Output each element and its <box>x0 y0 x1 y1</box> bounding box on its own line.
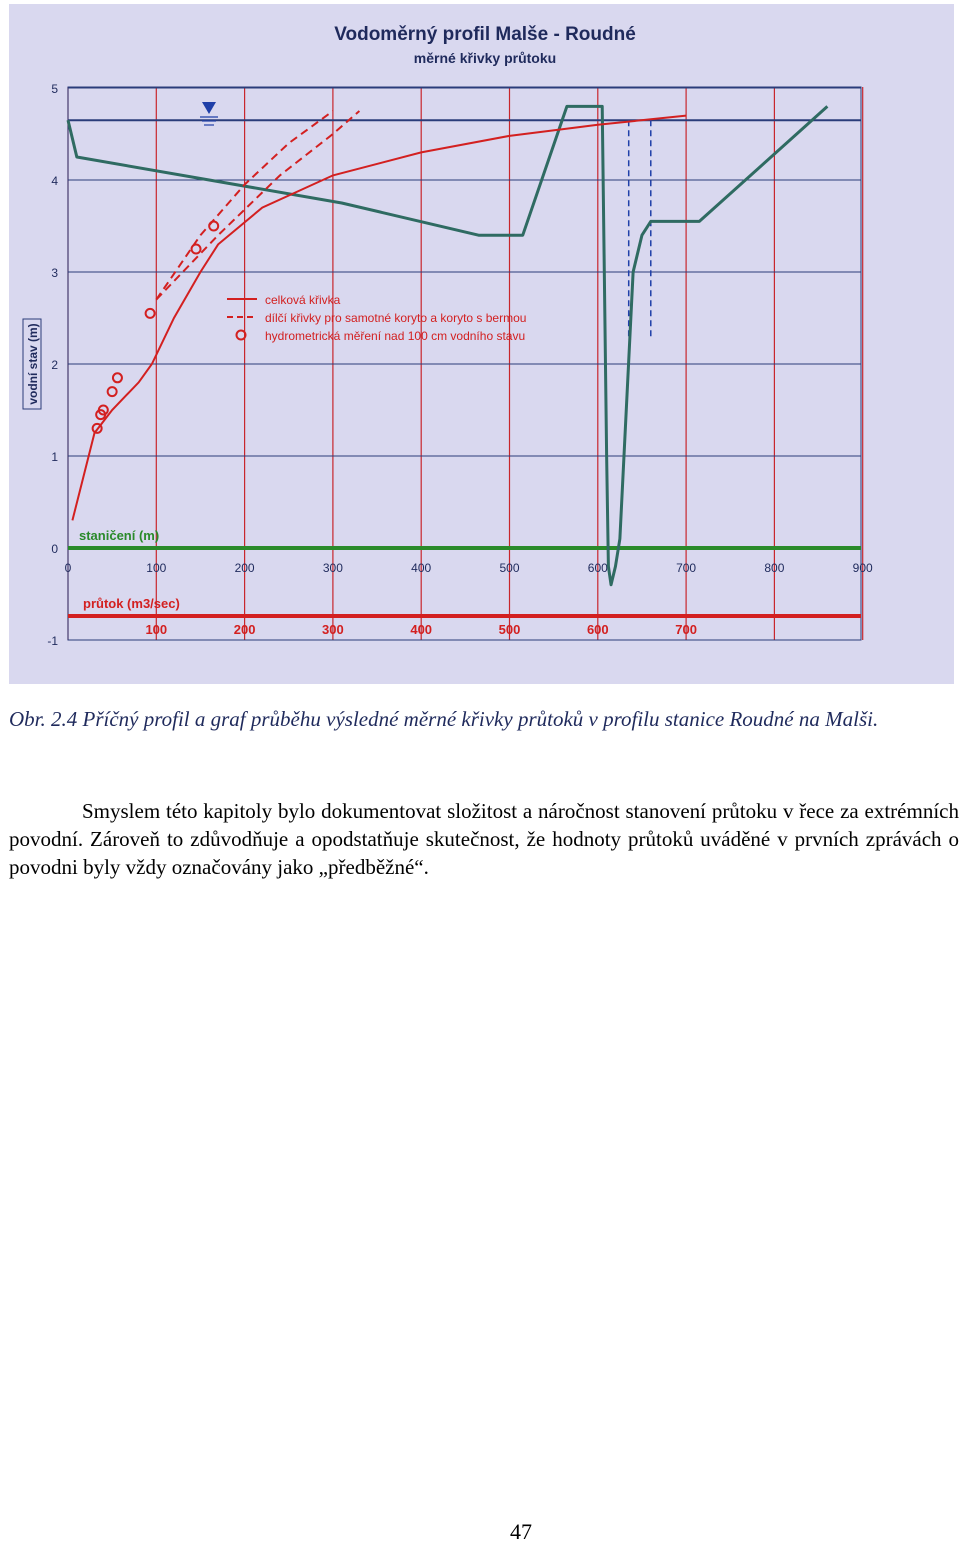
legend-entry: dílčí křivky pro samotné koryto a koryto s bermou <box>265 311 527 325</box>
y-tick-label: 4 <box>51 174 58 188</box>
measurement-point <box>113 373 122 382</box>
measurement-point <box>146 309 155 318</box>
flow-tick-label: 500 <box>498 622 521 637</box>
stationing-tick-label: 800 <box>764 561 785 575</box>
y-tick-label: 2 <box>51 358 58 372</box>
measurement-point <box>192 245 201 254</box>
legend-entry: celková křivka <box>265 293 341 307</box>
y-tick-label: 5 <box>51 82 58 96</box>
flow-tick-label: 300 <box>322 622 344 637</box>
stationing-tick-label: 100 <box>146 561 167 575</box>
y-tick-label: 0 <box>51 542 58 556</box>
flow-tick-label: 200 <box>233 622 256 637</box>
y-tick-label: 3 <box>51 266 58 280</box>
flow-tick-label: 700 <box>675 622 697 637</box>
stationing-axis-label: staničení (m) <box>79 528 160 543</box>
flow-tick-label: 600 <box>586 622 609 637</box>
flow-tick-label: 100 <box>145 622 168 637</box>
stationing-tick-label: 0 <box>64 561 72 575</box>
cross-section-profile <box>68 106 827 584</box>
figure-caption: Obr. 2.4 Příčný profil a graf průběhu výsledné měrné křivky průtoků v profilu stanice Roudné na Malši. <box>9 707 879 731</box>
rating-curve-chart <box>9 4 954 684</box>
chart-title: Vodoměrný profil Malše - Roudné <box>334 24 636 45</box>
profile-figure <box>9 4 954 684</box>
page-number: 47 <box>510 1519 532 1544</box>
legend-entry: hydrometrická měření nad 100 cm vodního stavu <box>265 329 526 343</box>
stationing-tick-label: 400 <box>411 561 432 575</box>
body-paragraph: Smyslem této kapitoly bylo dokumentovat složitost a náročnost stanovení průtoku v řece za extrémních povodní. Zároveň to zdůvodňuje a opodstatňuje skutečnost, že hodnoty průtoků uváděné v prvních zprávách o povodni byly vždy označovány jako „předběžné“. <box>9 799 959 879</box>
partial-curve-berm <box>156 111 359 300</box>
y-tick-label: 1 <box>51 450 58 464</box>
y-tick-label: -1 <box>47 634 58 648</box>
stationing-tick-label: 700 <box>676 561 697 575</box>
y-axis-label: vodní stav (m) <box>26 323 40 405</box>
y-axis-label-group <box>23 319 41 409</box>
flow-tick-label: 400 <box>410 622 433 637</box>
stationing-tick-label: 300 <box>322 561 343 575</box>
stationing-tick-label: 600 <box>587 561 608 575</box>
measurement-point <box>108 387 117 396</box>
stationing-tick-label: 200 <box>234 561 255 575</box>
measurement-point <box>209 222 218 231</box>
chart-subtitle: měrné křivky průtoku <box>413 50 557 66</box>
water-level-icon <box>200 102 218 125</box>
stationing-tick-label: 500 <box>499 561 520 575</box>
water-level-triangle <box>202 102 216 114</box>
stationing-tick-label: 900 <box>852 561 873 575</box>
flow-axis-label: průtok (m3/sec) <box>83 596 180 611</box>
